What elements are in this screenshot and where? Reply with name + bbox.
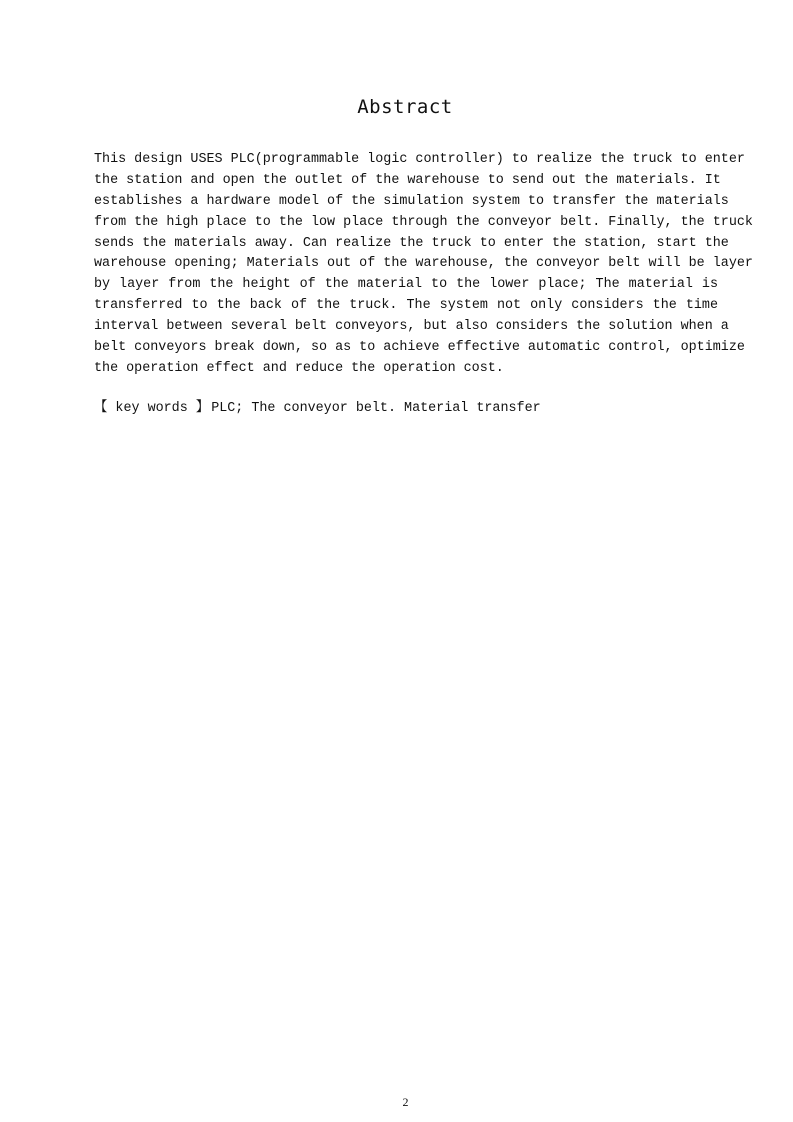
keywords-text: PLC; The conveyor belt. Material transfer: [211, 401, 541, 416]
abstract-line-5: sends the materials away. Can realize the truck to enter the station, start the: [94, 235, 729, 251]
abstract-line-3: establishes a hardware model of the simulation system to transfer the materials: [94, 193, 729, 209]
abstract-line-10: belt conveyors break down, so as to achieve effective automatic control, optimize: [94, 340, 745, 356]
abstract-line-2: the station and open the outlet of the warehouse to send out the materials. It: [94, 172, 721, 188]
abstract-line-9: interval between several belt conveyors, but also considers the solution when a: [94, 319, 729, 335]
abstract-line-6: warehouse opening; Materials out of the warehouse, the conveyor belt will be layer: [94, 256, 753, 272]
abstract-line-4: from the high place to the low place through the conveyor belt. Finally, the truck: [94, 214, 753, 230]
abstract-line-8: transferred to the back of the truck. The system not only considers the time: [94, 298, 718, 314]
page-title: Abstract: [357, 96, 453, 118]
abstract-line-1: This design USES PLC(programmable logic controller) to realize the truck to enter: [94, 152, 745, 167]
page-number: 2: [402, 1095, 409, 1109]
keywords-label: 【 key words 】: [94, 401, 210, 416]
abstract-line-7: by layer from the height of the material to the lower place; The material is: [94, 277, 718, 293]
abstract-paragraph: [94, 150, 753, 380]
abstract-line-11: the operation effect and reduce the operation cost.: [94, 360, 504, 376]
keywords-line: [94, 399, 718, 420]
